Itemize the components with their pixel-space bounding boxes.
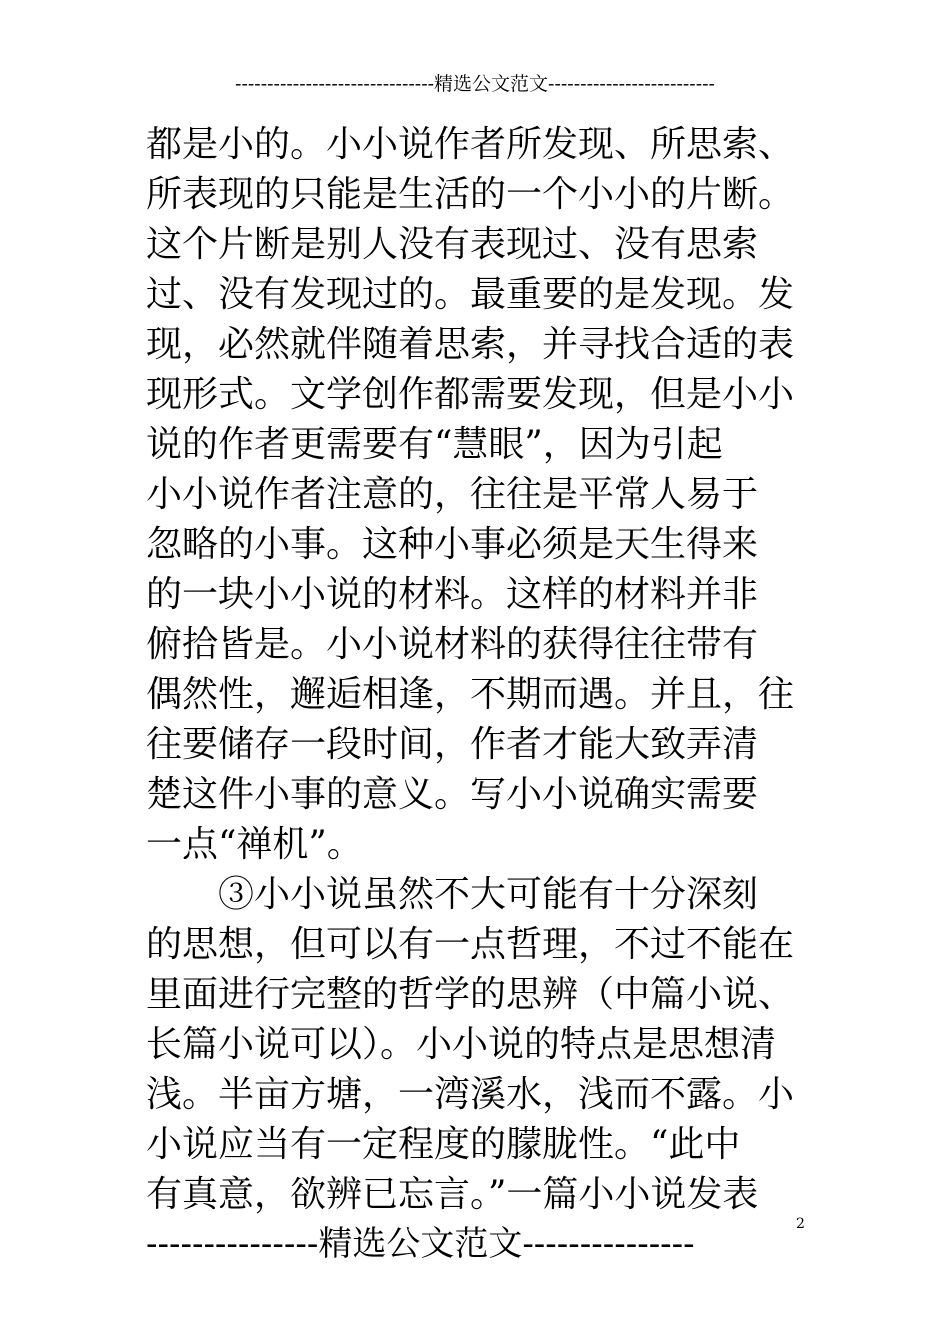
text-line: 小说应当有一定程度的朦胧性。“此中 bbox=[146, 1124, 741, 1165]
text-line: 现，必然就伴随着思索，并寻找合适的表 bbox=[146, 324, 795, 365]
text-line: 小小说作者注意的，往往是平常人易于 bbox=[146, 474, 759, 515]
text-line: 浅。半亩方塘，一湾溪水，浅而不露。小 bbox=[146, 1074, 795, 1115]
text-line: 现形式。文学创作都需要发现，但是小小 bbox=[146, 374, 795, 415]
body-text bbox=[146, 120, 811, 1220]
text-line: 俯拾皆是。小小说材料的获得往往带有 bbox=[146, 624, 759, 665]
text-line: 说的作者更需要有“慧眼”，因为引起 bbox=[146, 424, 723, 465]
text-line: 的思想，但可以有一点哲理，不过不能在 bbox=[146, 924, 795, 965]
text-line: 往要储存一段时间，作者才能大致弄清 bbox=[146, 724, 759, 765]
page-header: -------------------------------精选公文范文-------------------------- bbox=[235, 73, 715, 95]
page-footer: ---------------精选公文范文--------------- bbox=[146, 1224, 695, 1264]
page-number: 2 bbox=[796, 1216, 805, 1232]
text-line: 所表现的只能是生活的一个小小的片断。 bbox=[146, 174, 795, 215]
text-line: 过、没有发现过的。最重要的是发现。发 bbox=[146, 274, 795, 315]
text-line: 这个片断是别人没有表现过、没有思索 bbox=[146, 224, 759, 265]
text-line: 里面进行完整的哲学的思辨（中篇小说、 bbox=[146, 974, 795, 1015]
text-line: ③小小说虽然不大可能有十分深刻 bbox=[146, 874, 759, 915]
text-line: 楚这件小事的意义。写小小说确实需要 bbox=[146, 774, 759, 815]
text-line: 长篇小说可以）。小小说的特点是思想清 bbox=[146, 1024, 777, 1065]
text-line: 有真意，欲辨已忘言。”一篇小小说发表 bbox=[146, 1174, 759, 1215]
text-line: 都是小的。小小说作者所发现、所思索、 bbox=[146, 124, 795, 165]
text-line: 偶然性，邂逅相逢，不期而遇。并且，往 bbox=[146, 674, 795, 715]
text-line: 忽略的小事。这种小事必须是天生得来 bbox=[146, 524, 759, 565]
text-line: 一点“禅机”。 bbox=[146, 824, 363, 865]
text-line: 的一块小小说的材料。这样的材料并非 bbox=[146, 574, 759, 615]
